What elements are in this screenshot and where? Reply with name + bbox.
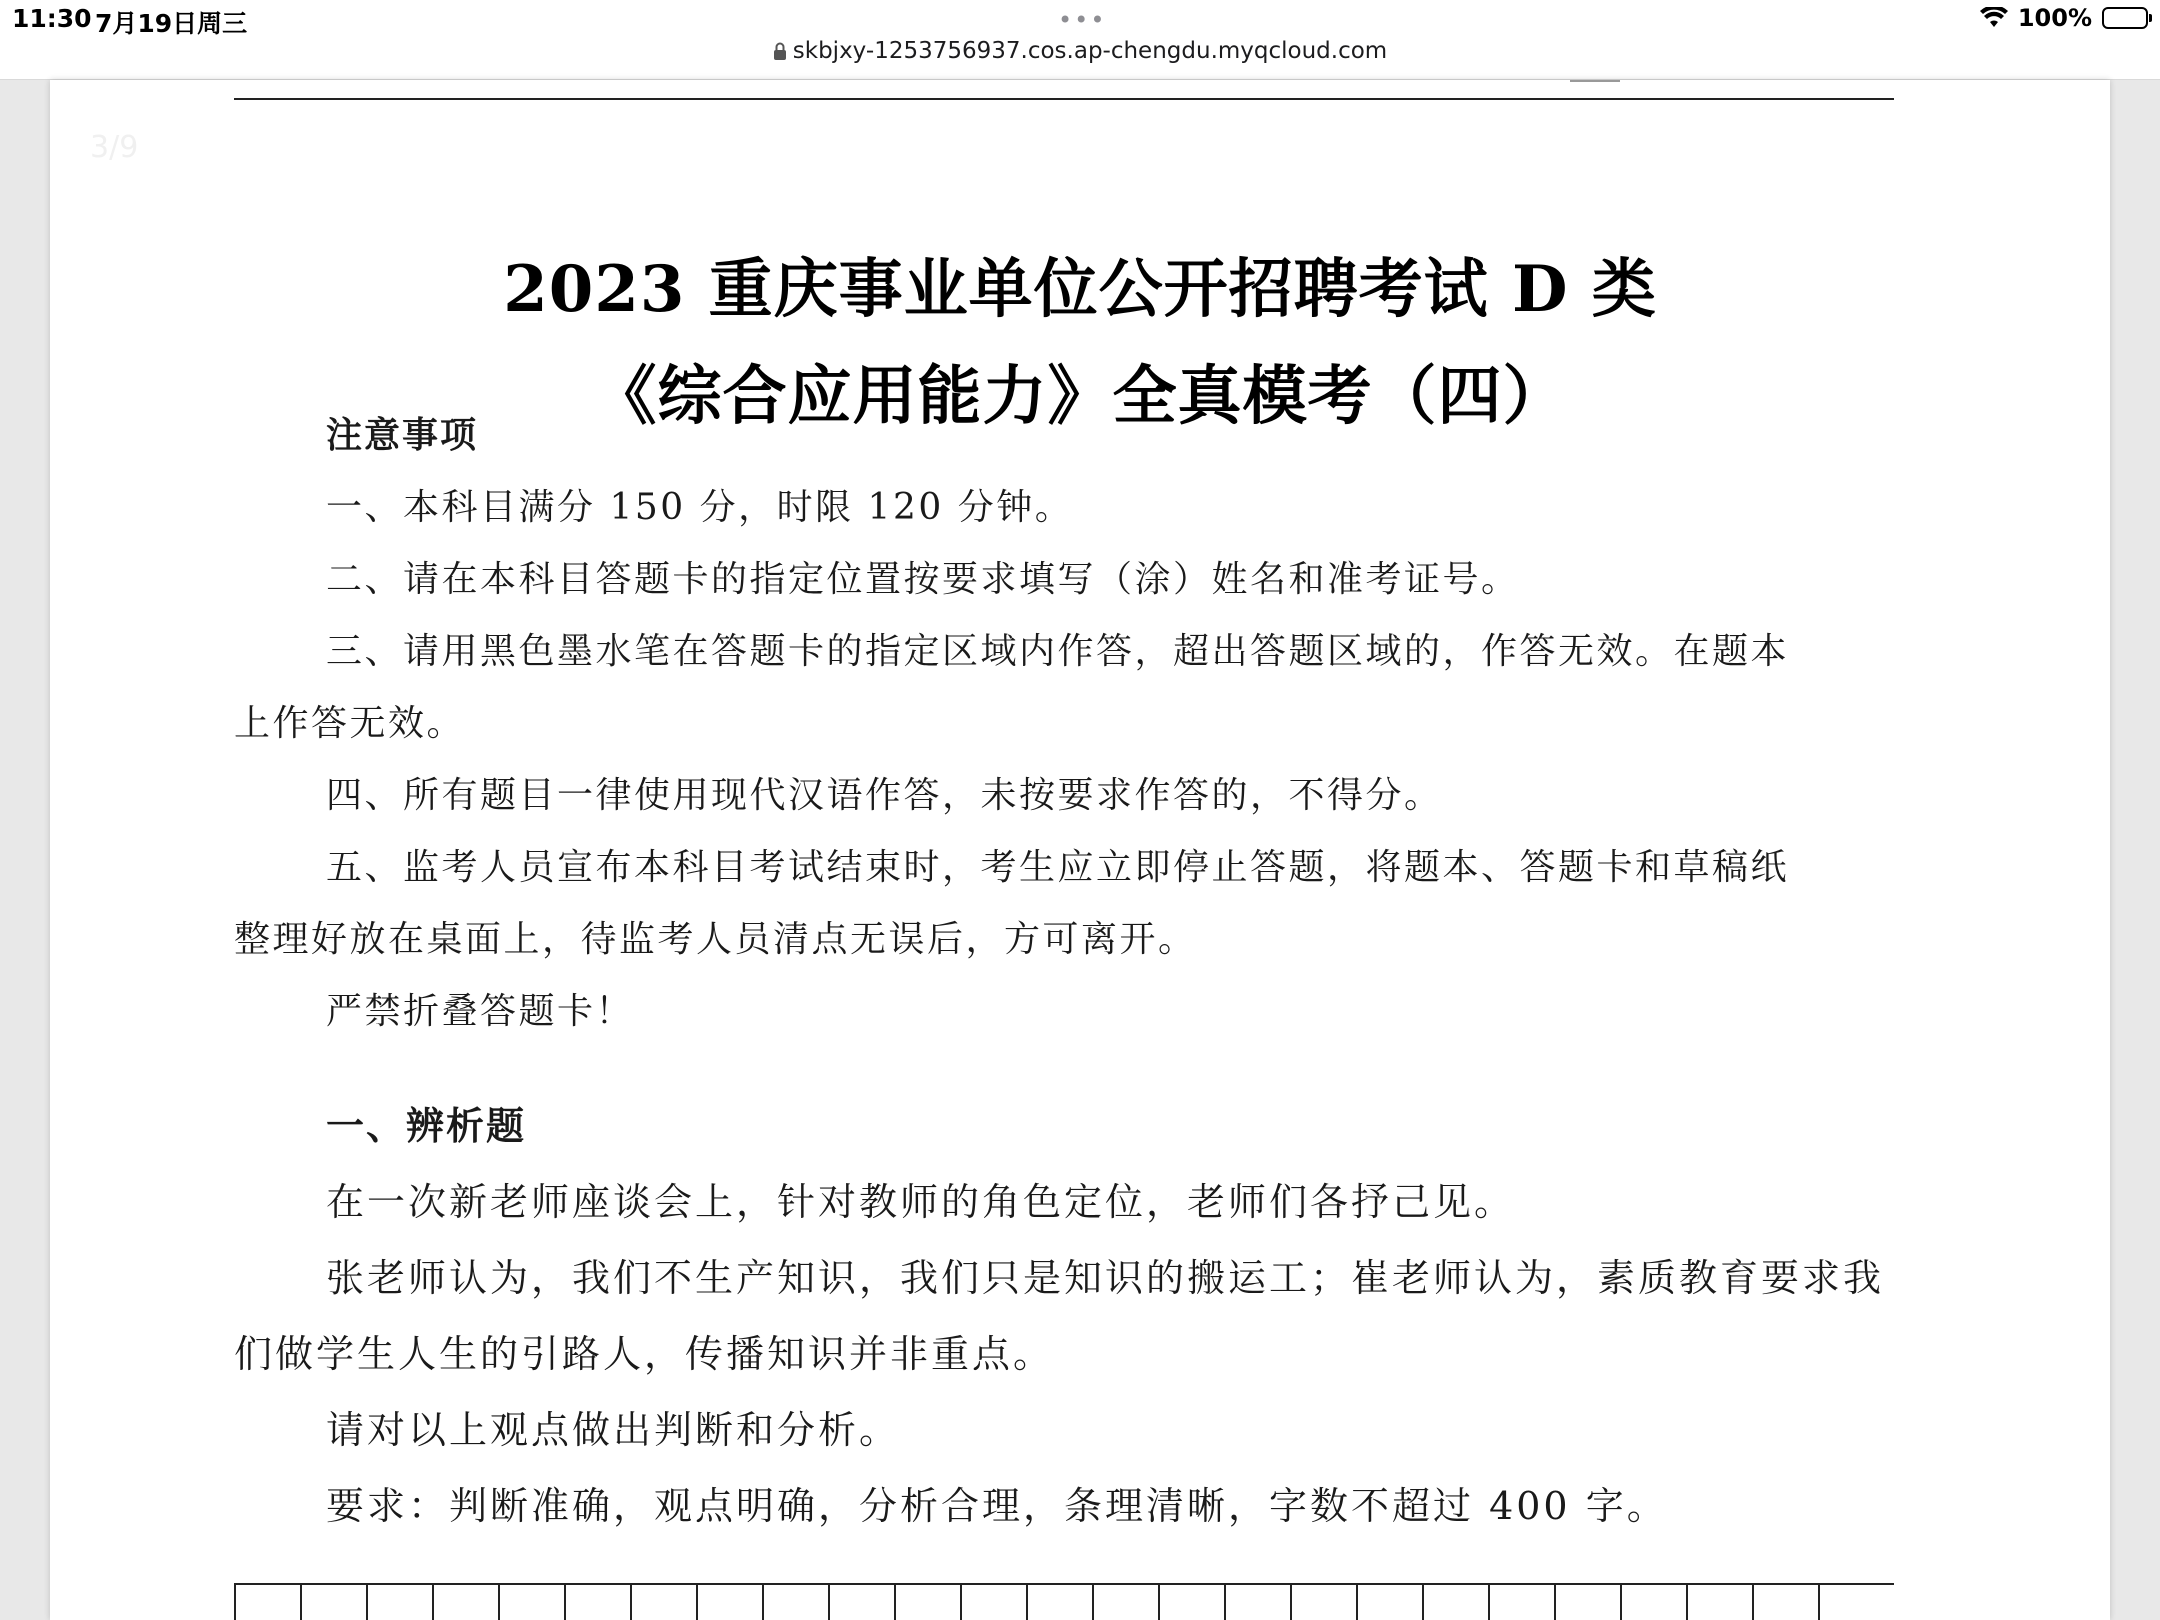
notice-item: 四、所有题目一律使用现代汉语作答，未按要求作答的，不得分。	[326, 775, 1443, 816]
notice-warning: 严禁折叠答题卡！	[326, 991, 635, 1032]
question-line-continuation: 们做学生人生的引路人，传播知识并非重点。	[234, 1332, 1055, 1376]
document-title-line2: 《综合应用能力》全真模考（四）	[592, 359, 1568, 434]
answer-grid	[234, 1583, 1894, 1620]
answer-grid-cell	[498, 1585, 564, 1620]
answer-grid-cell	[1290, 1585, 1356, 1620]
wifi-icon	[1980, 7, 2008, 29]
status-bar	[0, 0, 2160, 80]
answer-grid-cell	[630, 1585, 696, 1620]
answer-grid-cell	[1026, 1585, 1092, 1620]
answer-grid-cell	[696, 1585, 762, 1620]
pdf-page[interactable]	[50, 80, 2110, 1620]
notice-item: 二、请在本科目答题卡的指定位置按要求填写（涂）姓名和准考证号。	[326, 559, 1520, 600]
status-right	[1980, 4, 2148, 32]
document-body	[234, 400, 1894, 1544]
notice-heading: 注意事项	[326, 415, 479, 456]
answer-grid-cell	[762, 1585, 828, 1620]
answer-grid-cell	[1224, 1585, 1290, 1620]
answer-grid-cell	[1752, 1585, 1818, 1620]
answer-grid-cell	[366, 1585, 432, 1620]
answer-grid-cell	[1092, 1585, 1158, 1620]
answer-grid-cell	[894, 1585, 960, 1620]
answer-grid-cell	[1158, 1585, 1224, 1620]
question-line: 请对以上观点做出判断和分析。	[326, 1408, 901, 1452]
question-requirement: 要求：判断准确，观点明确，分析合理，条理清晰，字数不超过 400 字。	[326, 1484, 1668, 1528]
url-text[interactable]: skbjxy-1253756937.cos.ap-chengdu.myqcloud.com	[792, 38, 1388, 64]
question-text	[234, 1164, 1894, 1544]
address-bar[interactable]	[0, 38, 2160, 64]
answer-grid-cell	[1488, 1585, 1554, 1620]
battery-percent: 100%	[2017, 4, 2092, 32]
header-rule	[234, 98, 1894, 100]
status-time: 11:30	[12, 4, 92, 33]
answer-grid-cell	[564, 1585, 630, 1620]
notice-item-continuation: 整理好放在桌面上，待监考人员清点无误后，方可离开。	[234, 919, 1197, 960]
document-title-line1: 2023 重庆事业单位公开招聘考试 D 类	[503, 252, 1657, 327]
question-line: 张老师认为，我们不生产知识，我们只是知识的搬运工；崔老师认为，素质教育要求我	[326, 1256, 1885, 1300]
header-mark	[1570, 80, 1620, 82]
battery-icon	[2102, 7, 2148, 29]
answer-grid-cell	[828, 1585, 894, 1620]
answer-grid-cell	[1620, 1585, 1686, 1620]
page-indicator: 3/9	[90, 130, 139, 165]
more-dots-icon[interactable]: •••	[1058, 6, 1107, 34]
answer-grid-cell	[960, 1585, 1026, 1620]
answer-grid-cell	[432, 1585, 498, 1620]
notice-item: 三、请用黑色墨水笔在答题卡的指定区域内作答，超出答题区域的，作答无效。在题本	[326, 631, 1790, 672]
notice-item: 一、本科目满分 150 分，时限 120 分钟。	[326, 487, 1074, 528]
question-line: 在一次新老师座谈会上，针对教师的角色定位，老师们各抒己见。	[326, 1180, 1516, 1224]
notice-item-continuation: 上作答无效。	[234, 703, 466, 744]
answer-grid-cell	[1554, 1585, 1620, 1620]
answer-grid-cell	[1356, 1585, 1422, 1620]
lock-icon	[773, 42, 787, 60]
notice-item: 五、监考人员宣布本科目考试结束时，考生应立即停止答题，将题本、答题卡和草稿纸	[326, 847, 1790, 888]
answer-grid-cell	[1686, 1585, 1752, 1620]
answer-grid-cell	[1422, 1585, 1488, 1620]
status-date: 7月19日周三	[95, 9, 248, 38]
section-heading: 一、辨析题	[326, 1104, 527, 1148]
answer-grid-cell	[1818, 1585, 1884, 1620]
answer-grid-cell	[300, 1585, 366, 1620]
answer-grid-cell	[234, 1585, 300, 1620]
